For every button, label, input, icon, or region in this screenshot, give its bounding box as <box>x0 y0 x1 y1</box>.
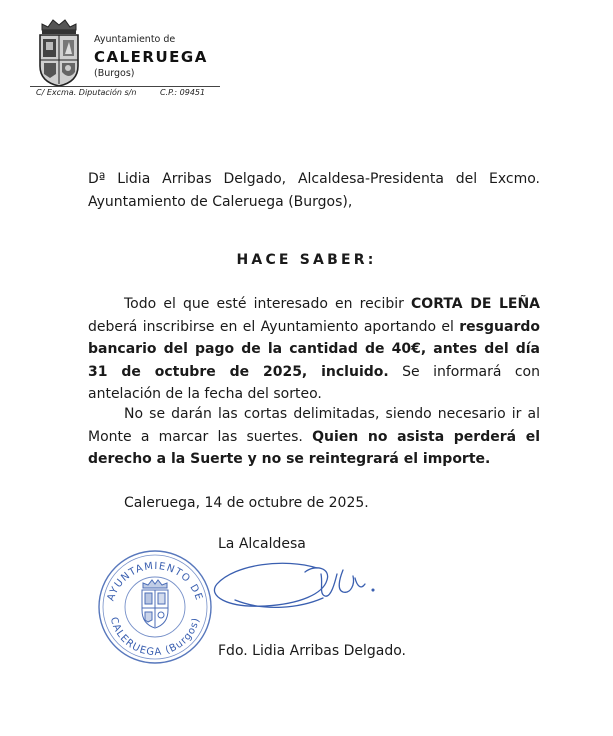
letterhead-line1: Ayuntamiento de <box>94 34 176 45</box>
date-line: Caleruega, 14 de octubre de 2025. <box>124 495 369 511</box>
handwritten-signature <box>205 550 385 620</box>
seal-crest-icon <box>142 580 168 628</box>
coat-of-arms-icon <box>36 14 82 88</box>
paragraph-inscription <box>88 293 540 406</box>
para1-text2: deberá inscribirse en el Ayuntamiento aportando el <box>88 318 460 335</box>
official-seal-stamp <box>96 548 214 666</box>
letterhead-divider <box>30 86 220 87</box>
para2-bold1: Quien no asista perderá el derecho a la Suerte y no se reintegrará el importe. <box>88 428 540 467</box>
signed-by: Fdo. Lidia Arribas Delgado. <box>218 643 407 659</box>
letterhead-address: C/ Excma. Diputación s/n <box>36 88 137 97</box>
paragraph-conditions <box>88 403 540 471</box>
signer-role: La Alcaldesa <box>218 536 306 552</box>
para1-text3: Se informará con antelación de la fecha del sorteo. <box>88 363 540 402</box>
para2-text1: No se darán las cortas delimitadas, siendo necesario ir al Monte a marcar las suertes. <box>88 406 540 445</box>
para1-bold2: resguardo bancario del pago de la cantidad de 40€, antes del día 31 de octubre de 2025, incluido. <box>88 318 540 380</box>
letterhead-province: (Burgos) <box>94 68 135 79</box>
letterhead-name: CALERUEGA <box>94 48 208 66</box>
para1-bold1: CORTA DE LEÑA <box>411 296 540 312</box>
intro-paragraph: Dª Lidia Arribas Delgado, Alcaldesa-Presidenta del Excmo. Ayuntamiento de Caleruega (Burgos), <box>88 171 540 210</box>
seal-top-text: AYUNTAMIENTO DE <box>105 560 205 603</box>
seal-bottom-text: CALERUEGA (Burgos) <box>107 616 203 659</box>
letterhead-postal-code: C.P.: 09451 <box>160 88 206 97</box>
notice-title: HACE SABER: <box>236 252 377 268</box>
para1-text1: Todo el que esté interesado en recibir <box>124 296 412 312</box>
